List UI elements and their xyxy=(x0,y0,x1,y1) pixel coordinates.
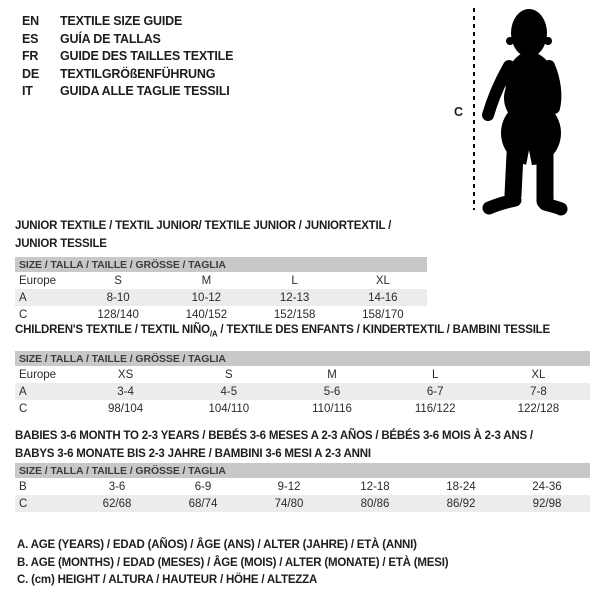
cell: 80/86 xyxy=(360,497,390,510)
title-line-2: BABYS 3-6 MONATE BIS 2-3 JAHRE / BAMBINI 3-6 MESI A 2-3 ANNI xyxy=(15,448,371,460)
size-header-bar: SIZE / TALLA / TAILLE / GRÖSSE / TAGLIA xyxy=(15,257,427,272)
cell: 68/74 xyxy=(188,497,218,510)
cell: 74/80 xyxy=(274,497,304,510)
cell: S xyxy=(114,274,122,287)
cell: 9-12 xyxy=(277,480,301,493)
cell: 98/104 xyxy=(108,402,144,415)
lang-code: EN xyxy=(22,14,39,28)
row-label: C xyxy=(19,308,28,321)
note-age-years: A. AGE (YEARS) / EDAD (AÑOS) / ÂGE (ANS) / ALTER (JAHRE) / ETÀ (ANNI) xyxy=(17,539,417,551)
lang-title: GUIDA ALLE TAGLIE TESSILI xyxy=(60,84,230,98)
row-label: C xyxy=(19,402,28,415)
cell: L xyxy=(432,368,439,381)
junior-textile-table xyxy=(15,217,427,323)
cell: 6-9 xyxy=(194,480,212,493)
lang-row-es xyxy=(22,31,233,49)
lang-row-it xyxy=(22,83,233,101)
cell: 7-8 xyxy=(530,385,547,398)
cell: 18-24 xyxy=(446,480,476,493)
cell: 92/98 xyxy=(532,497,562,510)
lang-title: GUIDE DES TAILLES TEXTILE xyxy=(60,49,234,63)
table-row xyxy=(15,289,427,306)
cell: 12-13 xyxy=(279,291,310,304)
childrens-table-title xyxy=(15,321,590,343)
table-row xyxy=(15,272,427,289)
lang-row-fr xyxy=(22,48,233,66)
cell: S xyxy=(224,368,233,381)
cell: 128/140 xyxy=(97,308,139,321)
babies-textile-table xyxy=(15,427,590,512)
cell: 122/128 xyxy=(517,402,560,415)
cell: 6-7 xyxy=(426,385,444,398)
cell: 104/110 xyxy=(208,402,250,415)
cell: M xyxy=(327,368,337,381)
cell: 5-6 xyxy=(323,385,341,398)
lang-title: GUÍA DE TALLAS xyxy=(60,31,161,46)
height-measure-label: C xyxy=(454,105,464,119)
row-label: C xyxy=(19,497,28,510)
row-label: A xyxy=(19,291,27,304)
cell: XL xyxy=(531,368,546,381)
note-height-cm: C. (cm) HEIGHT / ALTURA / HAUTEUR / HÖHE / ALTEZZA xyxy=(17,574,318,586)
lang-code: IT xyxy=(22,84,33,98)
size-header-bar: SIZE / TALLA / TAILLE / GRÖSSE / TAGLIA xyxy=(15,351,590,366)
height-dashed-line xyxy=(473,8,475,210)
cell: XL xyxy=(375,274,390,287)
table-row xyxy=(15,383,590,400)
childrens-textile-table xyxy=(15,321,590,417)
lang-row-de xyxy=(22,66,233,84)
babies-table-title xyxy=(15,427,590,463)
title-subscript: /A xyxy=(209,329,218,339)
lang-title: TEXTILGRÖßENFÜHRUNG xyxy=(60,66,216,81)
cell: 116/122 xyxy=(414,402,456,415)
table-row xyxy=(15,400,590,417)
cell: 158/170 xyxy=(362,308,404,321)
lang-title: TEXTILE SIZE GUIDE xyxy=(60,14,183,28)
legend-notes xyxy=(17,537,448,590)
cell: 10-12 xyxy=(191,291,222,304)
cell: 152/158 xyxy=(273,308,316,321)
row-label: A xyxy=(19,385,27,398)
cell: 140/152 xyxy=(185,308,228,321)
cell: L xyxy=(291,274,298,287)
row-label: B xyxy=(19,480,27,493)
cell: 3-4 xyxy=(117,385,134,398)
language-title-list xyxy=(22,13,233,101)
table-row xyxy=(15,478,590,495)
cell: 62/68 xyxy=(102,497,132,510)
baby-silhouette-icon xyxy=(479,4,573,216)
cell: XS xyxy=(117,368,134,381)
lang-code: ES xyxy=(22,31,39,46)
cell: 3-6 xyxy=(108,480,126,493)
lang-code: FR xyxy=(22,49,39,63)
lang-row-en xyxy=(22,13,233,31)
title-part: / TEXTILE DES ENFANTS / KINDERTEXTIL / BAMBINI TESSILE xyxy=(217,324,550,336)
row-label: Europe xyxy=(19,274,57,287)
size-header-bar: SIZE / TALLA / TAILLE / GRÖSSE / TAGLIA xyxy=(15,463,590,478)
table-row xyxy=(15,366,590,383)
cell: 86/92 xyxy=(446,497,476,510)
junior-table-title: JUNIOR TEXTILE / TEXTIL JUNIOR/ TEXTILE JUNIOR / JUNIORTEXTIL / JUNIOR TESSILE xyxy=(15,220,392,250)
cell: 110/116 xyxy=(312,402,352,415)
row-label: Europe xyxy=(19,368,57,381)
table-row xyxy=(15,495,590,512)
cell: M xyxy=(201,274,212,287)
cell: 14-16 xyxy=(368,291,398,304)
title-part: CHILDREN'S TEXTILE / TEXTIL NIÑO xyxy=(15,324,210,336)
note-age-months: B. AGE (MONTHS) / EDAD (MESES) / ÂGE (MOIS) / ALTER (MONATE) / ETÀ (MESI) xyxy=(17,556,449,569)
title-line-1: BABIES 3-6 MONTH TO 2-3 YEARS / BEBÉS 3-6 MESES A 2-3 AÑOS / BÉBÉS 3-6 MOIS À 2-3 ANS / xyxy=(15,430,533,442)
lang-code: DE xyxy=(22,66,39,81)
cell: 24-36 xyxy=(532,480,562,493)
cell: 8-10 xyxy=(106,291,130,304)
cell: 12-18 xyxy=(360,480,390,493)
cell: 4-5 xyxy=(220,385,238,398)
